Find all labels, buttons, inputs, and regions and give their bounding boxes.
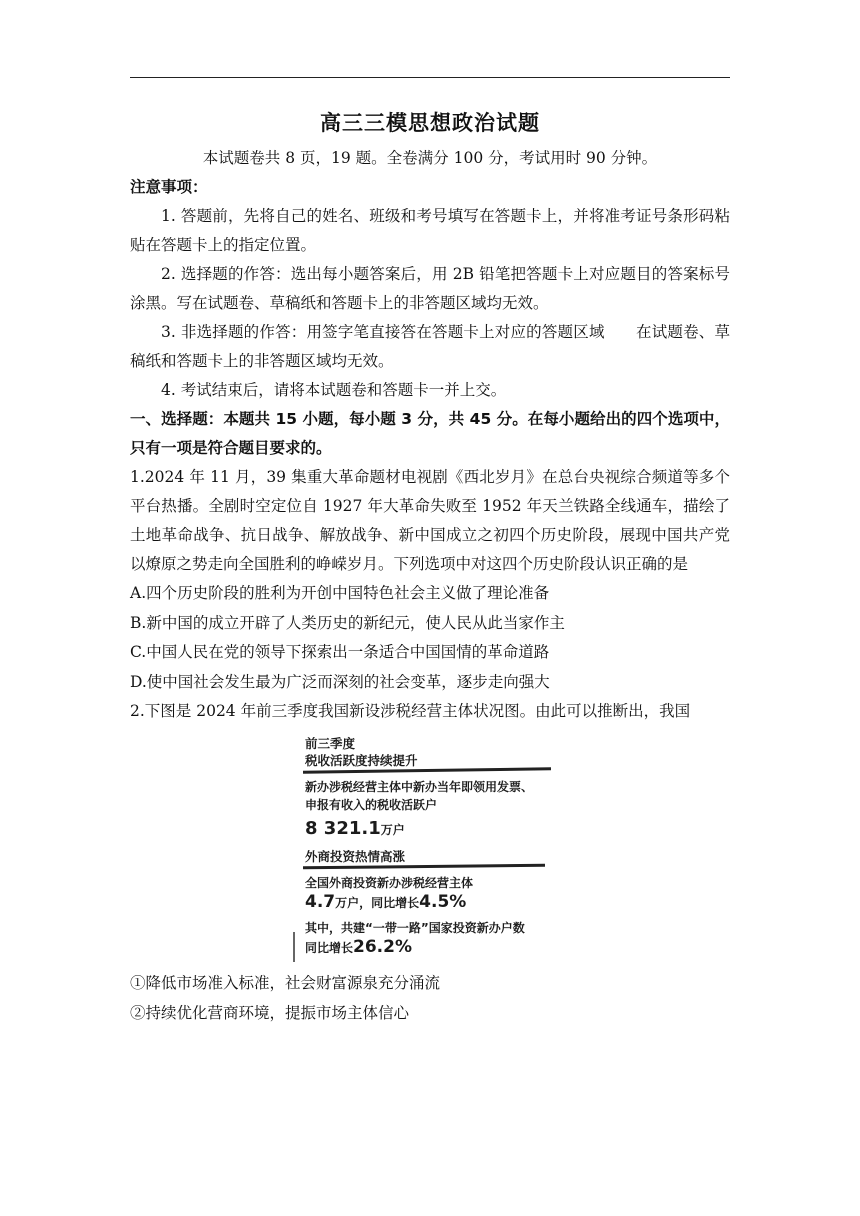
figure-growth-label-3: 同比增长 [305, 941, 354, 955]
section-heading: 一、选择题：本题共 15 小题，每小题 3 分，共 45 分。在每小题给出的四个选项中，只有一项是符合题目要求的。 [130, 410, 730, 457]
figure-value-2-group [305, 892, 466, 912]
figure-heading-1-line-2: 税收活跃度持续提升 [305, 753, 418, 768]
figure-growth-2: 4.5% [419, 892, 467, 912]
figure-text-3: 其中，共建“一带一路”国家投资新办户数 [305, 921, 525, 935]
figure-growth-label-2: 同比增长 [371, 896, 420, 910]
question-1-stem: 1.2024 年 11 月，39 集重大革命题材电视剧《西北岁月》在总台央视综合频道等多个平台热播。全剧时空定位自 1927 年大革命失败至 1952 年天兰铁路全线通车，描绘了土地革命战争、抗日战争、解放战争、新中国成立之初四个历史阶段，展现中国共产党以燎原之势走向全国胜利的峥嵘岁月。下列选项中对这四个历史阶段认识正确的是 [130, 468, 730, 573]
question-2-statement-2: ②持续优化营商环境，提振市场主体信心 [130, 1003, 410, 1022]
figure-growth-3: 26.2% [353, 937, 412, 957]
figure-text-1-line-2: 申报有收入的税收活跃户 [305, 798, 438, 812]
figure-text-2: 全国外商投资新办涉税经营主体 [305, 876, 474, 890]
question-1-option-b: B.新中国的成立开辟了人类历史的新纪元，使人民从此当家作主 [130, 613, 565, 632]
notice-item: 3. 非选择题的作答：用签字笔直接答在答题卡上对应的答题区域 在试题卷、草稿纸和答题卡上的非答题区域均无效。 [130, 323, 730, 370]
question-2-statement-1: ①降低市场准入标准，社会财富源泉充分涌流 [130, 974, 441, 992]
page-title: 高三三模思想政治试题 [320, 111, 540, 135]
question-2-stem: 2.下图是 2024 年前三季度我国新设涉税经营主体状况图。由此可以推断出，我国 [130, 702, 691, 720]
figure-growth-3-group [305, 937, 412, 957]
exam-intro: 本试题卷共 8 页，19 题。全卷满分 100 分，考试用时 90 分钟。 [202, 149, 658, 167]
figure-unit-1: 万户 [380, 823, 405, 837]
exam-page [130, 108, 730, 1028]
notice-item: 1. 答题前，先将自己的姓名、班级和考号填写在答题卡上，并将准考证号条形码粘贴在答题卡上的指定位置。 [130, 207, 730, 254]
figure-heading-1-line-1: 前三季度 [305, 736, 356, 751]
figure-value-1: 8 321.1 [305, 818, 381, 839]
figure-value-2: 4.7 [305, 892, 336, 912]
question-1-option-c: C.中国人民在党的领导下探索出一条适合中国国情的革命道路 [130, 643, 550, 661]
header-rule [130, 77, 730, 78]
question-1-option-d: D.使中国社会发生最为广泛而深刻的社会变革，逐步走向强大 [130, 672, 550, 691]
notice-heading: 注意事项： [130, 178, 208, 196]
question-1-option-a: A.四个历史阶段的胜利为开创中国特色社会主义做了理论准备 [130, 584, 550, 602]
notice-item: 2. 选择题的作答：选出每小题答案后，用 2B 铅笔把答题卡上对应题目的答案标号涂黑。写在试题卷、草稿纸和答题卡上的非答题区域均无效。 [130, 265, 730, 312]
notice-item: 4. 考试结束后，请将本试题卷和答题卡一并上交。 [161, 381, 507, 399]
figure-unit-2: 万户， [335, 896, 372, 910]
figure-text-1-line-1: 新办涉税经营主体中新办当年即领用发票、 [305, 780, 534, 794]
figure-edge-line [293, 932, 295, 962]
figure-value-1-group [305, 818, 405, 839]
figure-heading-2: 外商投资热情高涨 [305, 849, 406, 864]
tax-entity-figure [293, 734, 563, 969]
